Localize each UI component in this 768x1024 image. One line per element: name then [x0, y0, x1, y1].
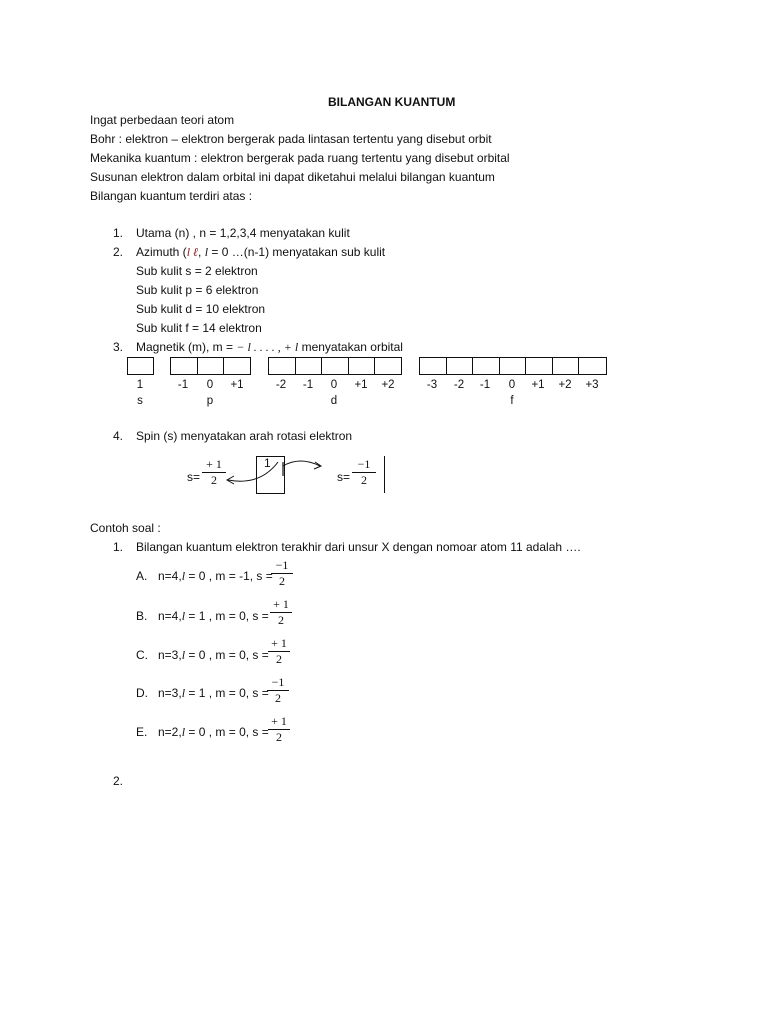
- option-c-num: + 1: [271, 636, 287, 650]
- item-2-text: [136, 245, 385, 259]
- tick-d-1: -2: [275, 379, 287, 391]
- option-d-l: l: [181, 686, 186, 700]
- option-b-mid: = 1 , m = 0, s =: [185, 609, 269, 623]
- spin-left-numerator: + 1: [206, 457, 222, 471]
- intro-line-5: Bilangan kuantum terdiri atas :: [90, 189, 253, 203]
- spin-arrows-icon: [220, 458, 330, 488]
- orbital-box-d4: [348, 357, 375, 375]
- option-a-num: −1: [275, 558, 289, 572]
- tick-f-7: +3: [585, 379, 599, 391]
- intro-line-2: Bohr : elektron – elektron bergerak pada lintasan tertentu yang disebut orbit: [90, 132, 492, 146]
- option-d-num: −1: [271, 675, 285, 689]
- orbital-box-p3: [223, 357, 251, 375]
- tick-d-2: -1: [302, 379, 314, 391]
- question-2-number: 2.: [113, 774, 124, 788]
- spin-electron-arrows: 1: [264, 456, 271, 470]
- intro-line-4: Susunan elektron dalam orbital ini dapat diketahui melalui bilangan kuantum: [90, 170, 495, 184]
- tick-p-2: 0: [206, 379, 214, 391]
- tick-p-3: +1: [230, 379, 244, 391]
- orbital-box-f5: [525, 357, 553, 375]
- option-b-num: + 1: [273, 597, 289, 611]
- orbital-label-d: d: [330, 395, 338, 407]
- option-e-fraction: [268, 715, 290, 744]
- tick-f-1: -3: [426, 379, 438, 391]
- orbital-label-s: s: [137, 395, 143, 407]
- option-c-l: l: [181, 648, 186, 662]
- orbital-box-f6: [552, 357, 579, 375]
- option-a-mid: = 0 , m = -1, s =: [185, 569, 273, 583]
- spin-right-label: s=: [337, 470, 351, 484]
- option-c-mid: = 0 , m = 0, s =: [185, 648, 269, 662]
- option-b-den: 2: [278, 613, 284, 627]
- tick-d-5: +2: [381, 379, 395, 391]
- option-e-l: l: [181, 725, 186, 739]
- option-b-l: l: [181, 609, 186, 623]
- orbital-box-f1: [419, 357, 447, 375]
- spin-left-label: s=: [187, 470, 201, 484]
- orbital-box-d3: [321, 357, 349, 375]
- spin-right-numerator: −1: [357, 457, 371, 471]
- option-d-fraction: [267, 676, 289, 705]
- option-b-pre: n=4,: [158, 609, 182, 623]
- subshell-d: Sub kulit d = 10 elektron: [136, 302, 266, 316]
- subshell-s: Sub kulit s = 2 elektron: [136, 264, 258, 278]
- option-c-fraction: [268, 637, 290, 666]
- orbital-box-f7: [578, 357, 607, 375]
- item-1-number: 1.: [113, 226, 124, 240]
- option-d-den: 2: [275, 691, 281, 705]
- option-a-den: 2: [279, 574, 285, 588]
- spin-right-denominator: 2: [361, 473, 367, 487]
- item-3-number: 3.: [113, 340, 124, 354]
- subshell-p: Sub kulit p = 6 elektron: [136, 283, 259, 297]
- orbital-box-f3: [472, 357, 500, 375]
- tick-d-3: 0: [330, 379, 338, 391]
- tick-f-6: +2: [558, 379, 572, 391]
- item-2-text-c: ,: [198, 245, 205, 259]
- tick-s-1: 1: [136, 379, 144, 391]
- option-a-l: l: [181, 569, 186, 583]
- option-c-pre: n=3,: [158, 648, 182, 662]
- option-c-den: 2: [276, 652, 282, 666]
- intro-line-3: Mekanika kuantum : elektron bergerak pada ruang tertentu yang disebut orbital: [90, 151, 510, 165]
- option-b-fraction: [270, 598, 292, 627]
- option-e-pre: n=2,: [158, 725, 182, 739]
- magnetic-range: − l . . . . , + l: [236, 340, 299, 354]
- tick-f-4: 0: [508, 379, 516, 391]
- option-d-pre: n=3,: [158, 686, 182, 700]
- option-a-fraction: [271, 559, 293, 588]
- orbital-box-d1: [268, 357, 296, 375]
- orbital-label-p: p: [206, 395, 214, 407]
- option-a-pre: n=4,: [158, 569, 182, 583]
- orbital-box-s: [127, 357, 154, 375]
- item-3-text: [136, 340, 403, 354]
- question-1-text: Bilangan kuantum elektron terakhir dari unsur X dengan nomoar atom 11 adalah ….: [136, 540, 581, 554]
- option-a-text[interactable]: [158, 569, 273, 583]
- azimuth-l: l: [204, 245, 209, 259]
- subshell-f: Sub kulit f = 14 elektron: [136, 321, 262, 335]
- item-2-number: 2.: [113, 245, 124, 259]
- tick-f-3: -1: [479, 379, 491, 391]
- orbital-label-f: f: [510, 395, 514, 407]
- spin-divider: [384, 456, 385, 493]
- option-e-text[interactable]: [158, 725, 269, 739]
- orbital-box-f4: [499, 357, 526, 375]
- azimuth-symbol: l ℓ: [186, 245, 199, 259]
- orbital-box-p2: [197, 357, 224, 375]
- option-c-letter[interactable]: C.: [136, 648, 148, 662]
- item-3-text-c: menyatakan orbital: [298, 340, 403, 354]
- option-e-letter[interactable]: E.: [136, 725, 148, 739]
- item-3-text-a: Magnetik (m), m =: [136, 340, 237, 354]
- tick-f-2: -2: [453, 379, 465, 391]
- option-e-mid: = 0 , m = 0, s =: [185, 725, 269, 739]
- intro-line-1: Ingat perbedaan teori atom: [90, 113, 235, 127]
- orbital-box-d2: [295, 357, 322, 375]
- option-c-text[interactable]: [158, 648, 269, 662]
- page-title: BILANGAN KUANTUM: [328, 95, 456, 109]
- option-b-text[interactable]: [158, 609, 269, 623]
- tick-d-4: +1: [354, 379, 368, 391]
- spin-right-fraction: [352, 458, 376, 487]
- item-1-text: Utama (n) , n = 1,2,3,4 menyatakan kulit: [136, 226, 350, 240]
- option-d-letter[interactable]: D.: [136, 686, 148, 700]
- item-4-text: Spin (s) menyatakan arah rotasi elektron: [136, 429, 353, 443]
- spin-left-denominator: 2: [211, 473, 217, 487]
- orbital-box-d5: [374, 357, 402, 375]
- item-2-text-e: = 0 …(n-1) menyatakan sub kulit: [208, 245, 386, 259]
- option-e-num: + 1: [271, 714, 287, 728]
- tick-p-1: -1: [177, 379, 189, 391]
- option-d-text[interactable]: [158, 686, 269, 700]
- option-a-letter[interactable]: A.: [136, 569, 148, 583]
- tick-f-5: +1: [531, 379, 545, 391]
- question-1-number: 1.: [113, 540, 124, 554]
- orbital-box-p1: [170, 357, 198, 375]
- item-2-text-a: Azimuth (: [136, 245, 187, 259]
- example-heading: Contoh soal :: [90, 521, 161, 535]
- option-b-letter[interactable]: B.: [136, 609, 148, 623]
- option-e-den: 2: [276, 730, 282, 744]
- option-d-mid: = 1 , m = 0, s =: [185, 686, 269, 700]
- orbital-box-f2: [446, 357, 473, 375]
- item-4-number: 4.: [113, 429, 124, 443]
